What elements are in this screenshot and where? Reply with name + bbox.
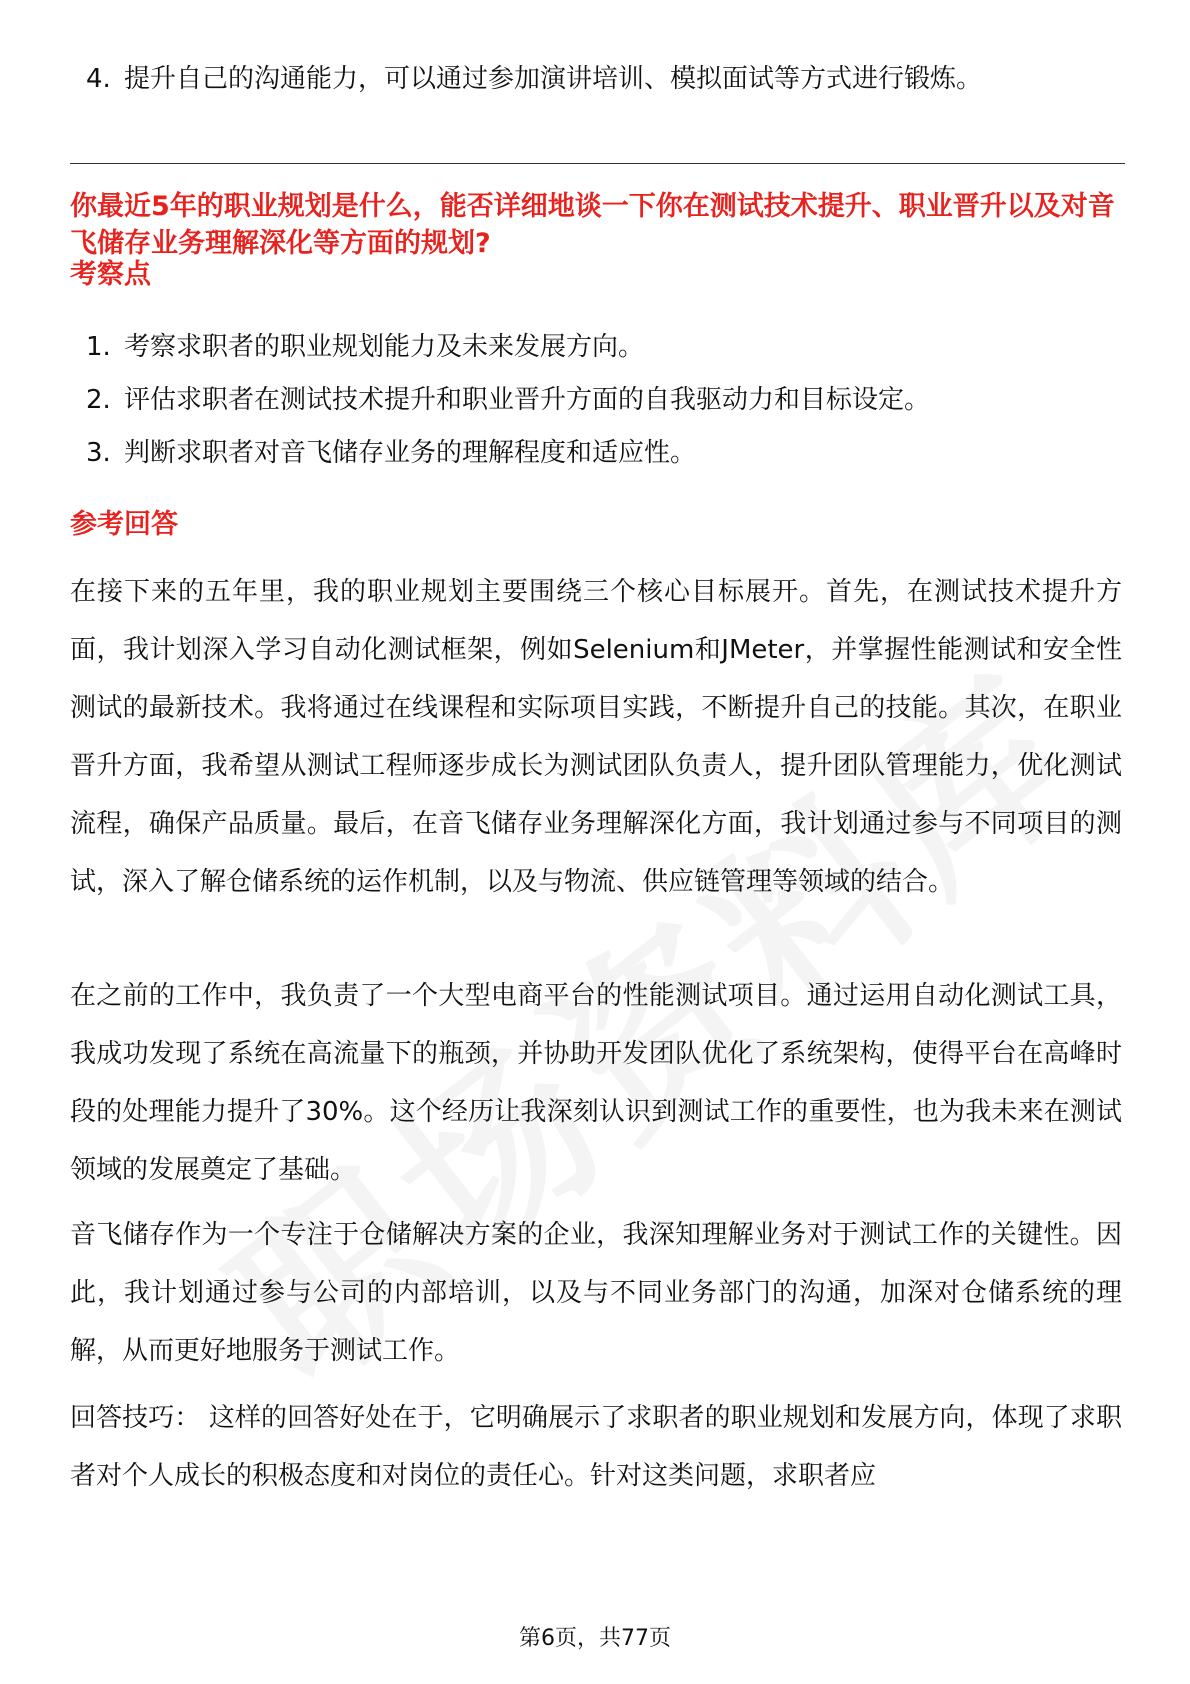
- list-item: [86, 383, 930, 417]
- list-item: [86, 62, 982, 96]
- answer-paragraph: 在之前的工作中，我负责了一个大型电商平台的性能测试项目。通过运用自动化测试工具，我成功发现了系统在高流量下的瓶颈，并协助开发团队优化了系统架构，使得平台在高峰时段的处理能力提升了30%。这个经历让我深刻认识到测试工作的重要性，也为我未来在测试领域的发展奠定了基础。: [70, 981, 1122, 1185]
- section-divider: [70, 163, 1125, 164]
- list-number: 2.: [86, 385, 111, 415]
- assessment-heading: 考察点: [70, 259, 151, 290]
- list-number: 1.: [86, 332, 111, 362]
- page-footer: 第6页，共77页: [519, 1626, 671, 1651]
- list-text: 考察求职者的职业规划能力及未来发展方向。: [124, 332, 645, 362]
- answer-heading: 参考回答: [70, 509, 178, 540]
- list-number: 3.: [86, 438, 111, 468]
- list-item: [86, 436, 696, 470]
- list-text: 判断求职者对音飞储存业务的理解程度和适应性。: [124, 438, 697, 468]
- list-item: [86, 330, 644, 364]
- list-number: 4.: [86, 64, 111, 94]
- list-text: 评估求职者在测试技术提升和职业晋升方面的自我驱动力和目标设定。: [124, 385, 931, 415]
- question-title: 你最近5年的职业规划是什么，能否详细地谈一下你在测试技术提升、职业晋升以及对音飞储存业务理解深化等方面的规划?: [70, 191, 1115, 259]
- answer-paragraph: 音飞储存作为一个专注于仓储解决方案的企业，我深知理解业务对于测试工作的关键性。因此，我计划通过参与公司的内部培训，以及与不同业务部门的沟通，加深对仓储系统的理解，从而更好地服务于测试工作。: [70, 1220, 1122, 1366]
- list-text: 提升自己的沟通能力，可以通过参加演讲培训、模拟面试等方式进行锻炼。: [124, 64, 983, 94]
- answer-paragraph: 在接下来的五年里，我的职业规划主要围绕三个核心目标展开。首先，在测试技术提升方面，我计划深入学习自动化测试框架，例如Selenium和JMeter，并掌握性能测试和安全性测试的最新技术。我将通过在线课程和实际项目实践，不断提升自己的技能。其次，在职业晋升方面，我希望从测试工程师逐步成长为测试团队负责人，提升团队管理能力，优化测试流程，确保产品质量。最后，在音飞储存业务理解深化方面，我计划通过参与不同项目的测试，深入了解仓储系统的运作机制，以及与物流、供应链管理等领域的结合。: [70, 577, 1122, 897]
- answer-tips-paragraph: 回答技巧： 这样的回答好处在于，它明确展示了求职者的职业规划和发展方向，体现了求职者对个人成长的积极态度和对岗位的责任心。针对这类问题，求职者应: [70, 1403, 1122, 1491]
